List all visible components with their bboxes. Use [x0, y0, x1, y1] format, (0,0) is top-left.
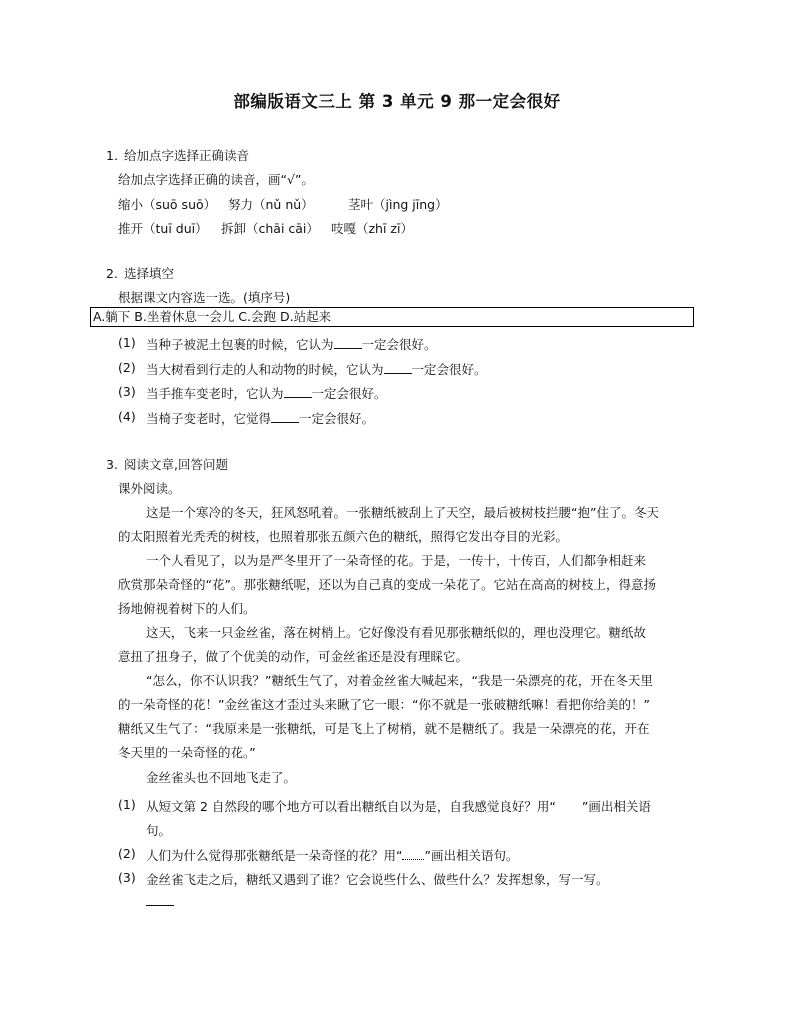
pinyin-item: 努力（nǔ nǔ）: [228, 197, 314, 212]
fill-question: [146, 384, 387, 402]
section2-instruction: 根据课文内容选一选。(填序号): [118, 290, 291, 305]
question-text: 从短文第 2 自然段的哪个地方可以看出糖纸自以为是，自我感觉良好？用“: [146, 799, 556, 814]
question-text: ”画出相关语: [581, 799, 651, 814]
section1-instruction: 给加点字选择正确的读音，画“√”。: [118, 172, 314, 187]
wavy-underline-mark: [402, 853, 424, 860]
pinyin-item: 吱嘎（zhī zī）: [331, 221, 413, 236]
passage-line: 这天，飞来一只金丝雀，落在树梢上。它好像没有看见那张糖纸似的，理也没理它。糖纸故: [146, 625, 647, 640]
passage-line: 一个人看见了，以为是严冬里开了一朵奇怪的花。于是，一传十，十传百，人们都争相赶来: [146, 553, 647, 568]
answer-blank[interactable]: [271, 412, 299, 423]
question-text: 当手推车变老时，它认为: [146, 386, 284, 401]
pinyin-item: 拆卸（chāi cāi）: [221, 221, 319, 236]
answer-blank[interactable]: [284, 387, 312, 398]
question-text: 一定会很好。: [311, 386, 387, 401]
answer-line[interactable]: [146, 905, 174, 906]
passage-line: 扬地俯视着树下的人们。: [118, 601, 256, 616]
question-text: 当种子被泥土包裹的时候，它认为: [146, 337, 334, 352]
section2-number: 2.: [106, 266, 118, 281]
question-number: (4): [118, 409, 136, 424]
pinyin-item: 缩小（suō suō）: [118, 197, 217, 212]
reading-question: 金丝雀飞走之后，糖纸又遇到了谁？它会说些什么、做些什么？发挥想象，写一写。: [146, 872, 609, 887]
section1-title: 给加点字选择正确读音: [124, 148, 250, 163]
options-box: A.躺下 B.坐着休息一会儿 C.会跑 D.站起来: [90, 307, 694, 327]
page-title: 部编版语文三上 第 3 单元 9 那一定会很好: [233, 92, 561, 111]
reading-question: [146, 797, 651, 815]
question-number: (3): [118, 870, 136, 885]
question-number: (2): [118, 846, 136, 861]
pinyin-item: 推开（tuī duī）: [118, 221, 208, 236]
passage-line: 这是一个寒冷的冬天，狂风怒吼着。一张糖纸被刮上了天空，最后被树枝拦腰“抱”住了。冬天: [146, 505, 659, 520]
question-number: (2): [118, 360, 136, 375]
passage-line: “怎么，你不认识我？”糖纸生气了，对着金丝雀大喊起来，“我是一朵漂亮的花，开在冬天里: [146, 673, 653, 688]
passage-line: 冬天里的一朵奇怪的花。”: [118, 745, 256, 760]
section3-subtitle: 课外阅读。: [118, 481, 181, 496]
passage-line: 的太阳照着光秃秃的树枝，也照着那张五颜六色的糖纸，照得它发出夺目的光彩。: [118, 529, 569, 544]
passage-line: 欣赏那朵奇怪的“花”。那张糖纸呢，还以为自己真的变成一朵花了。它站在高高的树枝上，得意扬: [118, 577, 656, 592]
section1-number: 1.: [106, 148, 118, 163]
question-text: ”画出相关语句。: [424, 848, 519, 863]
reading-question: [146, 846, 518, 864]
fill-question: [146, 409, 374, 427]
question-number: (1): [118, 797, 136, 812]
passage-line: 金丝雀头也不回地飞走了。: [146, 770, 297, 785]
fill-question: [146, 335, 437, 353]
pinyin-item: 茎叶（jìng jīng）: [348, 197, 448, 212]
passage-line: 的一朵奇怪的花！”金丝雀这才歪过头来瞅了它一眼：“你不就是一张破糖纸嘛！看把你给美的！”: [118, 697, 650, 712]
question-text: 一定会很好。: [361, 337, 437, 352]
section3-title: 阅读文章,回答问题: [124, 457, 228, 472]
question-text: 一定会很好。: [411, 362, 487, 377]
passage-line: 意扭了扭身子，做了个优美的动作，可金丝雀还是没有理睬它。: [118, 649, 469, 664]
question-number: (1): [118, 335, 136, 350]
question-text: 一定会很好。: [299, 411, 375, 426]
question-text: 当椅子变老时，它觉得: [146, 411, 272, 426]
question-text: 当大树看到行走的人和动物的时候，它认为: [146, 362, 384, 377]
answer-blank[interactable]: [334, 338, 362, 349]
section2-heading: [106, 264, 174, 282]
answer-blank[interactable]: [384, 363, 412, 374]
question-text: 人们为什么觉得那张糖纸是一朵奇怪的花？用“: [146, 848, 403, 863]
question-text: 句。: [146, 823, 172, 838]
section3-number: 3.: [106, 457, 118, 472]
section1-heading: [106, 146, 249, 164]
section3-heading: [106, 455, 228, 473]
fill-question: [146, 360, 487, 378]
section2-title: 选择填空: [124, 266, 175, 281]
question-number: (3): [118, 384, 136, 399]
passage-line: 糖纸又生气了：“我原来是一张糖纸，可是飞上了树梢，就不是糖纸了。我是一朵漂亮的花，开在: [118, 721, 650, 736]
